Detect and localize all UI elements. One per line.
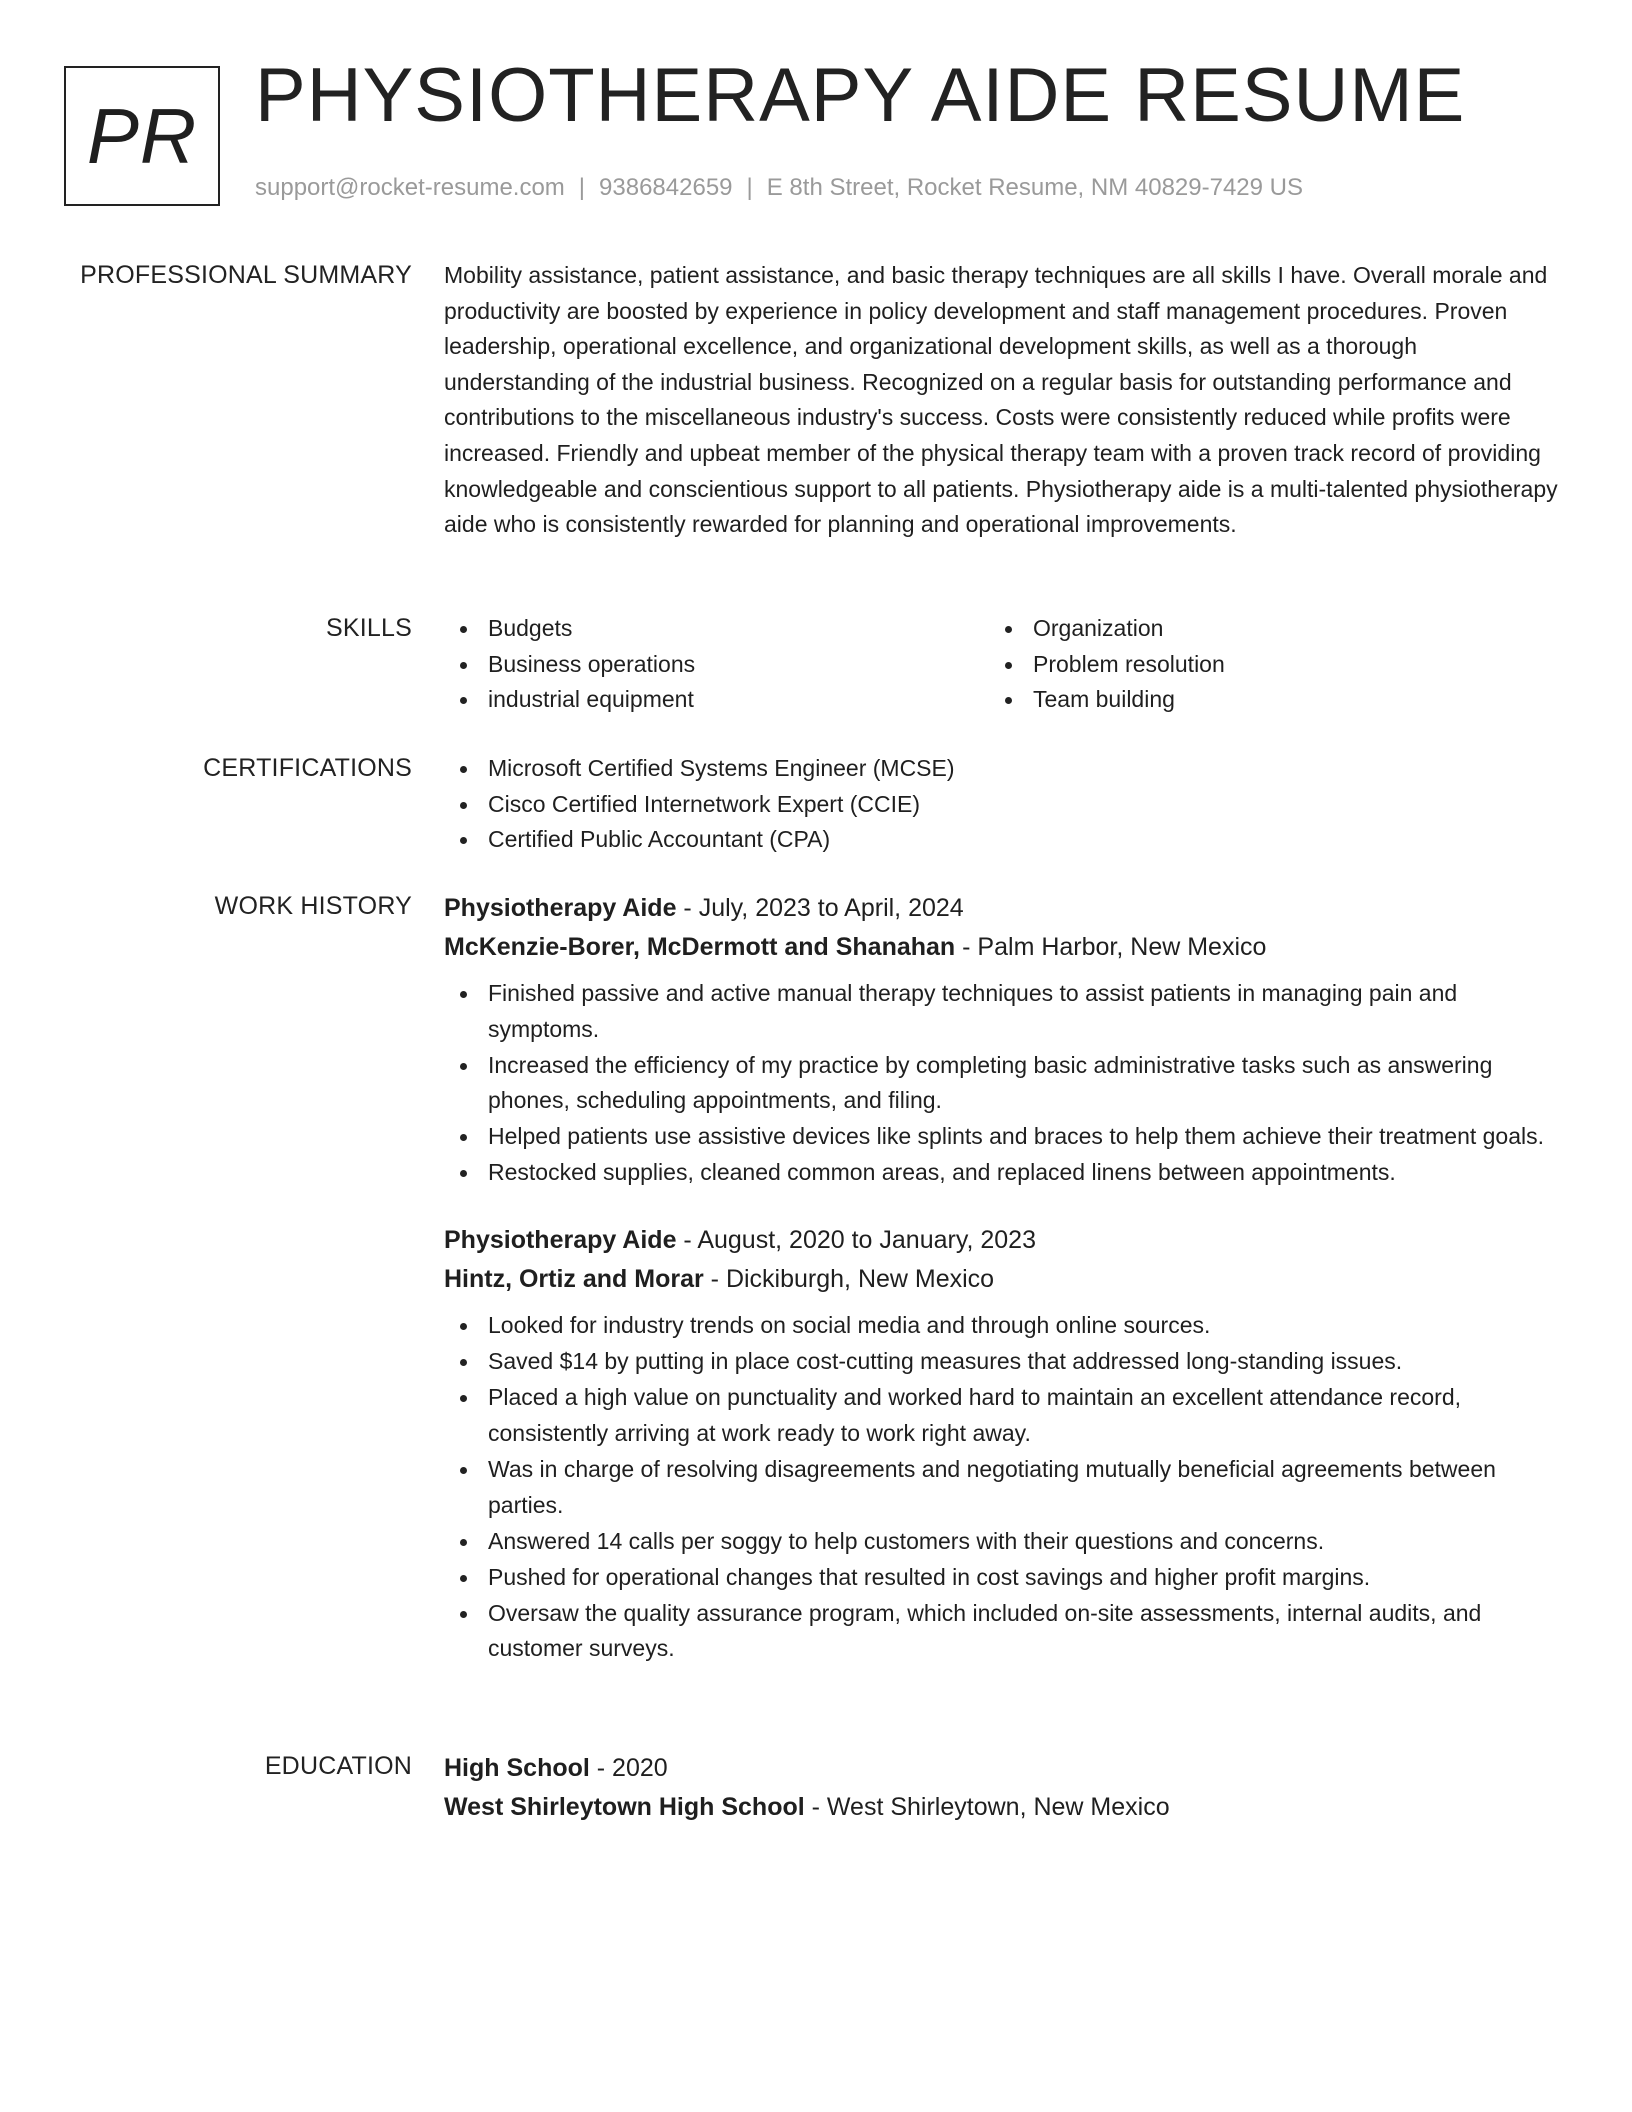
job-title: Physiotherapy Aide [444,1226,677,1255]
certification-item: Cisco Certified Internetwork Expert (CCIE) [444,787,1559,823]
job-bullet: Restocked supplies, cleaned common areas, and replaced linens between appointments. [444,1155,1559,1191]
monogram-logo: PR [64,66,220,206]
job-bullet: Looked for industry trends on social media and through online sources. [444,1308,1559,1344]
education-location: - West Shirleytown, New Mexico [804,1793,1170,1821]
skill-item: Problem resolution [989,647,1534,683]
section-label-work-history: WORK HISTORY [214,892,412,920]
contact-address: E 8th Street, Rocket Resume, NM 40829-7429 US [766,174,1304,201]
job-bullet: Saved $14 by putting in place cost-cutting measures that addressed long-standing issues. [444,1344,1559,1380]
job-bullets [444,976,1559,1191]
job-title: Physiotherapy Aide [444,894,677,922]
contact-line [255,176,1303,200]
education-school: West Shirleytown High School [444,1793,805,1821]
job-title-line [444,1221,1559,1259]
skills-body [444,611,1559,718]
job-dates: - August, 2020 to January, 2023 [676,1226,1036,1255]
job-bullet: Helped patients use assistive devices like splints and braces to help them achieve their treatment goals. [444,1119,1559,1155]
job-company-line [444,1259,1559,1299]
job-bullet: Pushed for operational changes that resulted in cost savings and higher profit margins. [444,1560,1559,1596]
job-company: Hintz, Ortiz and Morar [444,1265,704,1294]
job-bullet: Oversaw the quality assurance program, which included on-site assessments, internal audits, and customer surveys. [444,1596,1559,1667]
contact-separator: | [746,174,753,201]
education-degree: High School [444,1754,590,1782]
education-degree-line [444,1749,1559,1787]
section-label-certifications: CERTIFICATIONS [203,754,412,782]
job-company: McKenzie-Borer, McDermott and Shanahan [444,933,956,961]
education-body [444,1749,1559,1827]
job-company-line [444,927,1559,967]
job-location: - Dickiburgh, New Mexico [703,1265,995,1294]
certifications-list [444,751,1559,858]
section-label-skills: SKILLS [326,614,412,642]
skills-column-left [444,611,989,718]
contact-email[interactable]: support@rocket-resume.com [255,174,565,201]
skill-item: Organization [989,611,1534,647]
job-bullet: Was in charge of resolving disagreements and negotiating mutually beneficial agreements between parties. [444,1452,1559,1523]
page-title: PHYSIOTHERAPY AIDE RESUME [255,53,1466,138]
job-bullet: Increased the efficiency of my practice by completing basic administrative tasks such as answering phones, scheduling appointments, and filing. [444,1048,1559,1119]
certification-item: Microsoft Certified Systems Engineer (MCSE) [444,751,1559,787]
skill-item: Team building [989,682,1534,718]
job-location: - Palm Harbor, New Mexico [955,933,1267,961]
job-dates: - July, 2023 to April, 2024 [676,894,964,922]
skill-item: Budgets [444,611,989,647]
summary-text: Mobility assistance, patient assistance, and basic therapy techniques are all skills I have. Overall morale and productivity are boosted by experience in policy development and staff management procedures. Proven leadership, operational excellence, and organizational development skills, as well as a thorough understanding of the industrial business. Recognized on a regular basis for outstanding performance and contributions to the miscellaneous industry's success. Costs were consistently reduced while profits were increased. Friendly and upbeat member of the physical therapy team with a proven track record of providing knowledgeable and conscientious support to all patients. Physiotherapy aide is a multi-talented physiotherapy aide who is consistently rewarded for planning and operational improvements. [444,262,1558,538]
job-entry [444,1221,1559,1667]
skill-item: Business operations [444,647,989,683]
education-school-line [444,1787,1559,1827]
job-title-line [444,889,1559,927]
job-bullet: Answered 14 calls per soggy to help customers with their questions and concerns. [444,1524,1559,1560]
section-label-summary: PROFESSIONAL SUMMARY [80,261,412,289]
contact-separator: | [578,174,586,201]
contact-phone[interactable]: 9386842659 [599,174,733,201]
job-entry [444,889,1559,1191]
skills-column-right [989,611,1534,718]
job-bullet: Finished passive and active manual therapy techniques to assist patients in managing pain and symptoms. [444,976,1559,1047]
certification-item: Certified Public Accountant (CPA) [444,822,1559,858]
education-year: - 2020 [589,1754,668,1782]
certifications-body [444,751,1559,858]
skills-grid [444,611,1544,718]
summary-body [444,258,1559,543]
work-history-body [444,889,1559,1668]
section-label-education: EDUCATION [264,1752,412,1780]
job-bullets [444,1308,1559,1667]
skill-item: industrial equipment [444,682,989,718]
job-bullet: Placed a high value on punctuality and worked hard to maintain an excellent attendance record, consistently arriving at work ready to work right away. [444,1380,1559,1451]
